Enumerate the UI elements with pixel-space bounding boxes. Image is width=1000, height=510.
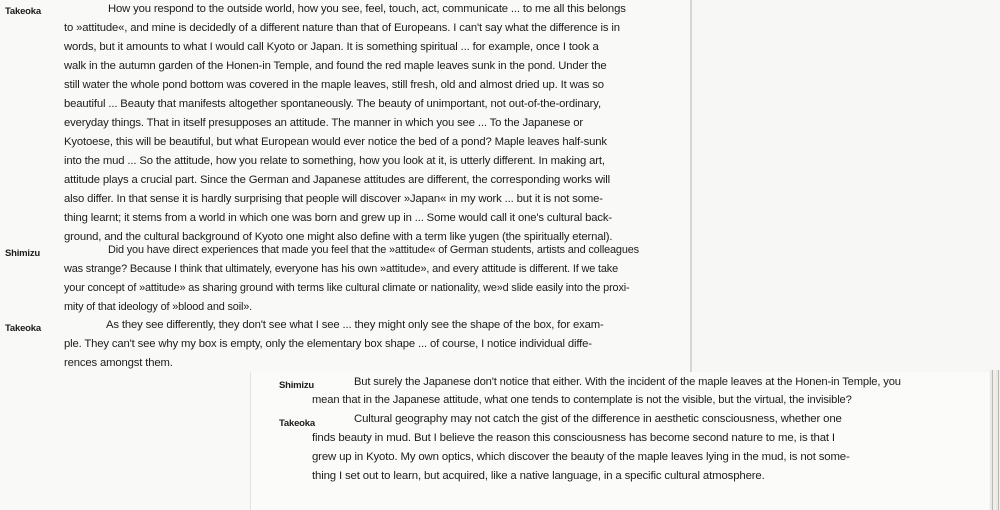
text-line: to »attitude«, and mine is decidedly of a different nature than that of Europeans. I can't say what the difference is in: [64, 22, 620, 34]
text-line: Cultural geography may not catch the gist of the difference in aesthetic consciousness, whether one: [354, 413, 842, 425]
text-line: thing I set out to learn, but acquired, like a native language, in a specific cultural atmosphere.: [312, 470, 765, 482]
speaker-label: Takeoka: [5, 323, 41, 334]
text-line: finds beauty in mud. But I believe the reason this consciousness has become second nature to me, is that I: [312, 432, 835, 444]
text-line: mity of that ideology of »blood and soil».: [64, 301, 253, 313]
text-line: ple. They can't see why my box is empty, only the elementary box shape ... of course, I notice individual diffe-: [64, 338, 592, 350]
page-edge: [690, 0, 692, 372]
text-line: Kyotoese, this will be beautiful, but what European would ever notice the bed of a pond? Maple leaves half-sunk: [64, 136, 607, 148]
text-line: thing learnt; it stems from a world in which one was born and grew up in ... Some would call it one's cultural back-: [64, 212, 612, 224]
text-line: into the mud ... So the attitude, how you relate to something, how you look at it, is utterly different. In making art,: [64, 155, 605, 167]
text-line: beautiful ... Beauty that manifests altogether spontaneously. The beauty of unimportant, not out-of-the-ordinary,: [64, 98, 601, 110]
speaker-label: Shimizu: [5, 248, 41, 259]
text-line: walk in the autumn garden of the Honen-in Temple, and found the red maple leaves sunk in the pond. Under the: [64, 60, 607, 72]
text-line: still water the whole pond bottom was covered in the maple leaves, still fresh, old and almost dried up. It was so: [64, 79, 604, 91]
text-line: also differ. In that sense it is hardly surprising that people will discover »Japan« in my work ... but it is not some-: [64, 193, 603, 205]
text-line: your concept of »attitude» as sharing ground with terms like cultural climate or nationality, we»d slide easily into the proxi-: [64, 282, 630, 294]
text-line: attitude plays a crucial part. Since the German and Japanese attitudes are different, the corresponding works will: [64, 174, 610, 186]
text-line: How you respond to the outside world, how you see, feel, touch, act, communicate ... to me all this belongs: [108, 3, 626, 15]
text-line: ground, and the cultural background of Kyoto one might also define with a term like yugen (the spiritually eternal).: [64, 231, 613, 243]
text-line: As they see differently, they don't see what I see ... they might only see the shape of the box, for exam-: [106, 319, 604, 331]
text-line: Did you have direct experiences that made you feel that the »attitude« of German students, artists and colleagues: [108, 244, 639, 256]
text-line: everyday things. That in itself presupposes an attitude. The manner in which you see ... To the Japanese or: [64, 117, 583, 129]
speaker-label: Takeoka: [279, 418, 315, 429]
text-line: rences amongst them.: [64, 357, 173, 369]
text-line: grew up in Kyoto. My own optics, which discover the beauty of the maple leaves lying in the mud, is not some-: [312, 451, 850, 463]
scan-edge-strip: [990, 370, 1000, 510]
text-line: words, but it amounts to what I would call Kyoto or Japan. It is something spiritual ... for example, once I took a: [64, 41, 599, 53]
text-line: was strange? Because I think that ultimately, everyone has his own »attitude», and every attitude is different. If we take: [64, 263, 618, 275]
speaker-label: Takeoka: [5, 6, 41, 17]
speaker-label: Shimizu: [279, 380, 315, 391]
text-line: mean that in the Japanese attitude, what one tends to contemplate is not the visible, but the virtual, the invisible?: [312, 394, 852, 406]
text-line: But surely the Japanese don't notice that either. With the incident of the maple leaves at the Honen-in Temple, you: [354, 376, 901, 388]
